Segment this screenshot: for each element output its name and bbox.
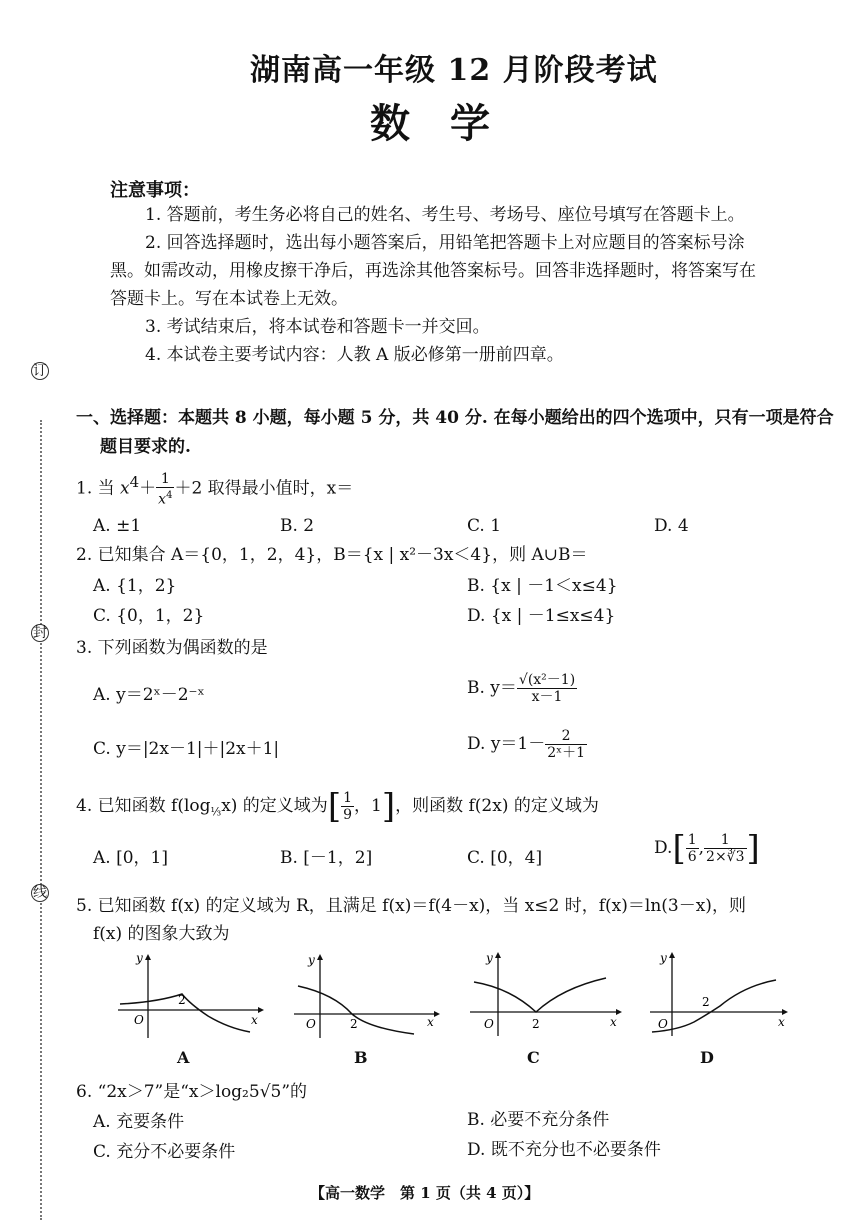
margin-mark-feng: 封 bbox=[33, 625, 47, 641]
q4-optD-bracket-left: [ bbox=[672, 828, 686, 869]
q5-graph-c-origin: O bbox=[484, 1017, 494, 1031]
q4-frac-den: 9 bbox=[343, 807, 352, 823]
q2-stem: 2. 已知集合 A＝{0，1，2，4}，B＝{x | x²－3x＜4}，则 A∪B＝ bbox=[76, 545, 588, 565]
q5-line2: f(x) 的图象大致为 bbox=[93, 924, 230, 944]
page-footer: 【高一数学 第 1 页（共 4 页）】 bbox=[310, 1184, 540, 1202]
q3-optD-num: 2 bbox=[545, 728, 587, 745]
q2-option-c: C. {0，1，2} bbox=[93, 606, 205, 626]
notice-item-2b: 黑。如需改动，用橡皮擦干净后，再选涂其他答案标号。回答非选择题时，将答案写在 bbox=[110, 261, 756, 281]
margin-mark-ding: 订 bbox=[33, 363, 47, 379]
q3-optB-fraction bbox=[517, 672, 577, 705]
q4-optD-bracket-right: ] bbox=[746, 828, 760, 869]
q5-graph-d-y: y bbox=[660, 951, 667, 965]
q4-optD-f1-num: 1 bbox=[687, 832, 697, 848]
q5-graph-c-y: y bbox=[486, 951, 493, 965]
q1-frac-num: 1 bbox=[156, 471, 174, 488]
q1-option-b: B. 2 bbox=[280, 516, 315, 536]
q1-plus: ＋ bbox=[139, 478, 157, 499]
notice-item-2c: 答题卡上。写在本试卷上无效。 bbox=[110, 289, 348, 309]
q5-graph-d bbox=[648, 950, 798, 1040]
q4-stem-d: ，则函数 f(2x) 的定义域为 bbox=[395, 796, 599, 816]
q5-line1: 5. 已知函数 f(x) 的定义域为 R，且满足 f(x)＝f(4－x)，当 x≤2 时，f(x)＝ln(3－x)，则 bbox=[76, 896, 746, 916]
q4-optD-frac2 bbox=[704, 832, 746, 865]
notice-heading: 注意事项： bbox=[110, 180, 200, 201]
q1-option-c: C. 1 bbox=[467, 516, 502, 536]
q3-option-b bbox=[467, 672, 577, 705]
q5-graph-b-origin: O bbox=[306, 1017, 316, 1031]
section1-line1: 一、选择题：本题共 8 小题，每小题 5 分，共 40 分. 在每小题给出的四个选项中，只有一项是符合 bbox=[76, 408, 834, 428]
exam-subject: 数学 bbox=[370, 100, 530, 147]
q5-graph-label-c: C bbox=[527, 1048, 540, 1067]
q4-option-c: C. [0，4] bbox=[467, 848, 543, 868]
notice-item-2a: 2. 回答选择题时，选出每小题答案后，用铅笔把答题卡上对应题目的答案标号涂 bbox=[145, 233, 745, 253]
q5-graph-label-a: A bbox=[177, 1048, 190, 1067]
q6-option-a: A. 充要条件 bbox=[93, 1112, 185, 1132]
q3-option-a: A. y＝2ˣ－2⁻ˣ bbox=[93, 685, 205, 705]
q2-option-b: B. {x | －1＜x≤4} bbox=[467, 576, 618, 596]
q5-graph-a-origin: O bbox=[134, 1013, 144, 1027]
q5-graph-d-tick: 2 bbox=[702, 995, 710, 1009]
q1-option-a: A. ±1 bbox=[93, 516, 142, 536]
q4-bracket-right: ] bbox=[381, 786, 396, 827]
q1-term: x bbox=[120, 478, 130, 499]
q5-graph-a-x: x bbox=[251, 1013, 258, 1027]
q3-optB-prefix: B. y＝ bbox=[467, 678, 517, 698]
q1-fraction bbox=[156, 471, 174, 508]
q6-option-c: C. 充分不必要条件 bbox=[93, 1142, 236, 1162]
q5-graph-c-tick: 2 bbox=[532, 1017, 540, 1031]
q4-option-b: B. [－1，2] bbox=[280, 848, 373, 868]
q1-frac-den-exp: 4 bbox=[166, 489, 173, 501]
q3-optD-prefix: D. y＝1－ bbox=[467, 734, 546, 754]
q3-stem: 3. 下列函数为偶函数的是 bbox=[76, 638, 268, 658]
q4-optD-f2-den: 2×∛3 bbox=[706, 849, 745, 865]
q5-graph-a-tick: 2 bbox=[178, 993, 186, 1007]
q1-option-d: D. 4 bbox=[654, 516, 689, 536]
q2-option-a: A. {1，2} bbox=[93, 576, 177, 596]
q6-stem: 6. “2x＞7”是“x＞log₂5√5”的 bbox=[76, 1082, 308, 1102]
q4-option-a: A. [0，1] bbox=[93, 848, 168, 868]
exam-title: 湖南高一年级 12 月阶段考试 bbox=[250, 53, 658, 88]
q3-option-c: C. y＝|2x－1|＋|2x＋1| bbox=[93, 739, 280, 759]
q4-bracket-left: [ bbox=[327, 786, 342, 827]
q5-graph-label-d: D bbox=[700, 1048, 714, 1067]
margin-mark-xian: 线 bbox=[33, 885, 47, 901]
q4-stem bbox=[76, 786, 599, 827]
q4-stem-c: ，1 bbox=[354, 796, 382, 816]
q4-frac-num: 1 bbox=[343, 790, 352, 806]
notice-item-1: 1. 答题前，考生务必将自己的姓名、考生号、考场号、座位号填写在答题卡上。 bbox=[145, 205, 745, 225]
q4-fraction bbox=[341, 790, 354, 823]
q6-option-d: D. 既不充分也不必要条件 bbox=[467, 1140, 661, 1160]
q1-frac-den-wrap bbox=[156, 488, 174, 508]
q1-stem bbox=[76, 470, 353, 507]
q3-optD-den: 2ˣ＋1 bbox=[547, 745, 586, 761]
q3-optB-den: x－1 bbox=[531, 689, 563, 705]
notice-item-4: 4. 本试卷主要考试内容：人教 A 版必修第一册前四章。 bbox=[145, 345, 564, 365]
q5-graph-b-x: x bbox=[427, 1015, 434, 1029]
q1-prefix: 1. 当 bbox=[76, 478, 121, 499]
q3-optB-num: √(x²－1) bbox=[518, 672, 576, 688]
q4-optD-prefix: D. bbox=[654, 838, 673, 858]
section1-line2: 题目要求的. bbox=[100, 437, 191, 457]
q1-suffix: ＋2 取得最小值时，x＝ bbox=[174, 478, 354, 499]
q5-graph-d-x: x bbox=[778, 1015, 785, 1029]
binding-dotted-line bbox=[40, 420, 42, 1220]
q5-graph-c-x: x bbox=[610, 1015, 617, 1029]
q5-graph-a bbox=[118, 952, 268, 1042]
q5-graph-d-origin: O bbox=[658, 1017, 668, 1031]
q5-graph-b bbox=[294, 952, 444, 1042]
q1-frac-den: x bbox=[158, 491, 167, 508]
q4-stem-b: x) 的定义域为 bbox=[221, 796, 328, 816]
q4-optD-f1-den: 6 bbox=[687, 849, 697, 865]
q3-option-d bbox=[467, 728, 587, 761]
q4-option-d: D.[ $\frac{1}{6}$ , $\frac{1}{2\times∛3}$ ] bbox=[654, 828, 760, 869]
q4-optD-frac1 bbox=[686, 832, 699, 865]
q1-term-exp: 4 bbox=[129, 473, 140, 491]
notice-item-3: 3. 考试结束后，将本试卷和答题卡一并交回。 bbox=[145, 317, 490, 337]
q3-optD-fraction bbox=[545, 728, 587, 761]
q5-graph-label-b: B bbox=[354, 1048, 368, 1067]
q4-stem-a: 4. 已知函数 f(log bbox=[76, 796, 211, 816]
q2-option-d: D. {x | －1≤x≤4} bbox=[467, 606, 616, 626]
q4-optD-f2-num: 1 bbox=[704, 832, 746, 849]
q4-log-base: ⅓ bbox=[210, 805, 222, 819]
q5-graph-c bbox=[466, 950, 626, 1040]
q5-graph-b-tick: 2 bbox=[350, 1017, 358, 1031]
q6-option-b: B. 必要不充分条件 bbox=[467, 1110, 610, 1130]
q5-graph-a-y: y bbox=[136, 952, 143, 965]
q5-graph-b-y: y bbox=[308, 953, 315, 967]
